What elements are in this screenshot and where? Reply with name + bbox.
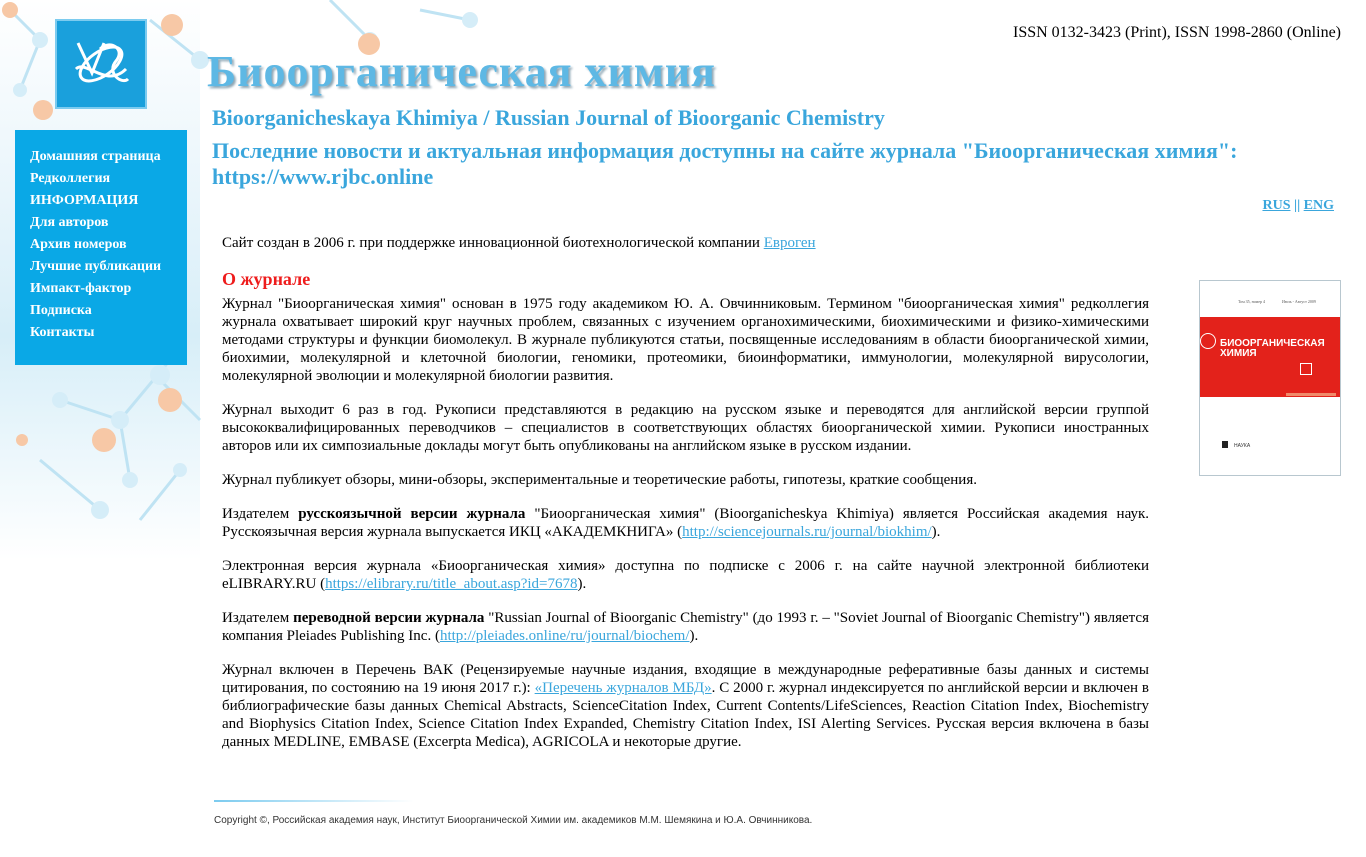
p5-text-a: Электронная версия журнала «Биоорганическая химия» доступна по подписке с 2006 г. на сайте научной электронной библиотеки eLIBRARY.RU ( — [222, 558, 1149, 592]
footer-copyright: Copyright ©, Российская академия наук, Институт Биоорганической Химии им. академиков М.М. Шемякина и Ю.А. Овчинникова. — [214, 815, 813, 826]
sidebar-link-best-publications[interactable]: Лучшие публикации — [30, 259, 162, 274]
about-paragraph-3: Журнал публикует обзоры, мини-обзоры, экспериментальные и теоретические работы, гипотезы, краткие сообщения. — [222, 472, 977, 488]
logo-emblem-icon — [66, 29, 136, 99]
about-paragraph-6 — [222, 609, 1149, 645]
sidebar-link-subscription[interactable]: Подписка — [30, 303, 92, 318]
elibrary-link[interactable]: https://elibrary.ru/title_about.asp?id=7678 — [325, 576, 578, 592]
sidebar-item-contacts — [30, 323, 187, 345]
sidebar-item-best-publications — [30, 257, 187, 279]
sidebar-link-editorial-board[interactable]: Редколлегия — [30, 171, 111, 186]
language-switcher — [1262, 198, 1334, 214]
about-content — [222, 295, 1149, 767]
sidebar-item-information — [30, 191, 187, 213]
lang-rus-link[interactable]: RUS — [1262, 198, 1291, 213]
sidebar-link-home[interactable]: Домашняя страница — [30, 149, 161, 164]
about-paragraph-7 — [222, 661, 1149, 751]
site-created-note — [222, 235, 816, 252]
sidebar-link-for-authors[interactable]: Для авторов — [30, 215, 109, 230]
sidebar-item-editorial-board — [30, 169, 187, 191]
lang-separator: || — [1293, 198, 1301, 213]
p5-text-b: ). — [577, 576, 587, 592]
about-paragraph-4 — [222, 505, 1149, 541]
journal-title-banner: Биоорганическая химия — [207, 47, 716, 96]
sidebar-item-impact-factor — [30, 279, 187, 301]
sidebar-item-home — [30, 147, 187, 169]
p7-text-b: . С 2000 г. журнал индексируется по английской версии и включен в библиографические базы данных Chemical Abstracts, ScienceCitation Index, Current Contents/LifeSciences, Reaction Citation Index, Biochemistry and Biophysics Citation Index, Science Citation Index Expanded, Chemistry Citation Index, ISI Alerting Services. Русская версия включена в базы данных MEDLINE, EMBASE (Excerpta Medica), AGRICOLA и некоторые другие. — [222, 680, 1149, 750]
about-paragraph-1: Журнал "Биоорганическая химия" основан в 1975 году академиком Ю. А. Овчинниковым. Термином "биоорганическая химия" редколлегия журнала охватывает широкий круг научных проблем, связанных с изучением органохимическими, биохимическими и физико-химическими методами структуры и функции биомолекул. В журнале публикуются статьи, посвященные исследованиям в области биоорганической химии, биохимии, молекулярной и клеточной биологии, геномики, протеомики, биоинформатики, иммунологии, молекулярной вирусологии, молекулярной эволюции и молекулярной биологии развития. — [222, 296, 1149, 384]
p6-text-d: ). — [689, 628, 699, 644]
sidebar-link-impact-factor[interactable]: Импакт-фактор — [30, 281, 132, 296]
lang-eng-link[interactable]: ENG — [1303, 198, 1334, 213]
cover-seal-icon — [1200, 333, 1216, 349]
p7-text-a: Журнал включен в Перечень ВАК (Рецензируемые научные издания, входящие в международные реферативные базы данных и системы цитирования, по состоянию на 19 июня 2017 г.): — [222, 662, 1149, 696]
cover-emblem-icon — [1300, 363, 1312, 375]
journal-cover-image[interactable] — [1199, 280, 1341, 476]
sidebar-link-contacts[interactable]: Контакты — [30, 325, 95, 340]
about-paragraph-5 — [222, 557, 1149, 593]
sidebar-item-subscription — [30, 301, 187, 323]
cover-red-band — [1200, 317, 1340, 397]
cover-date: Июль - Август 2009 — [1282, 299, 1316, 304]
footer-divider — [214, 800, 414, 802]
p6-bold: переводной версии журнала — [293, 610, 485, 626]
about-heading: О журнале — [222, 269, 311, 289]
pleiades-link[interactable]: http://pleiades.online/ru/journal/biochem/ — [439, 628, 690, 644]
sidebar-link-information[interactable]: ИНФОРМАЦИЯ — [30, 193, 139, 208]
p4-text-a: Издателем — [222, 506, 299, 522]
created-text: Сайт создан в 2006 г. при поддержке инновационной биотехнологической компании — [222, 235, 764, 251]
sciencejournals-link[interactable]: http://sciencejournals.ru/journal/biokhim/ — [682, 524, 932, 540]
sidebar-link-archive[interactable]: Архив номеров — [30, 237, 127, 252]
p6-text-a: Издателем — [222, 610, 294, 626]
sidebar-item-for-authors — [30, 213, 187, 235]
cover-strip — [1286, 393, 1336, 396]
cover-title: БИООРГАНИЧЕСКАЯ ХИМИЯ — [1220, 338, 1325, 359]
evrogen-link[interactable]: Евроген — [763, 235, 816, 251]
about-paragraph-2: Журнал выходит 6 раз в год. Рукописи представляются в редакцию на русском языке и переводятся для английской версии группой высококвалифицированных переводчиков – специалистов в соответствующих областях биоорганической химии. Рукописи иностранных авторов или их симпозиальные доклады могут быть опубликованы на английском языке в русском издании. — [222, 402, 1149, 454]
p4-bold: русскоязычной версии журнала — [298, 506, 526, 522]
cover-publisher: НАУКА — [1234, 443, 1251, 449]
p6-text-c: "Russian Journal of Bioorganic Chemistry" (до 1993 г. – "Soviet Journal of Bioorganic Chemistry") является компания Pleiades Publishing Inc. ( — [222, 610, 1149, 644]
sidebar-item-archive — [30, 235, 187, 257]
news-announcement: Последние новости и актуальная информация доступны на сайте журнала "Биоорганическая химия": https://www.rjbc.online — [212, 138, 1238, 189]
cover-publisher-logo-icon — [1222, 441, 1228, 448]
issn-text: ISSN 0132-3423 (Print), ISSN 1998-2860 (Online) — [1013, 24, 1341, 41]
journal-logo[interactable] — [55, 19, 147, 109]
p4-text-d: ). — [931, 524, 941, 540]
sidebar-menu — [15, 130, 187, 365]
p4-text-c: "Биоорганическая химия" (Bioorganicheskya Khimiya) является Российская академия наук. Русскоязычная версия журнала выпускается ИКЦ «АКАДЕМКНИГА» ( — [222, 506, 1150, 540]
mbd-list-link[interactable]: «Перечень журналов МБД» — [534, 680, 712, 696]
cover-volume: Том 35, номер 4 — [1238, 299, 1265, 304]
journal-subtitle: Bioorganicheskaya Khimiya / Russian Journal of Bioorganic Chemistry — [212, 105, 885, 130]
